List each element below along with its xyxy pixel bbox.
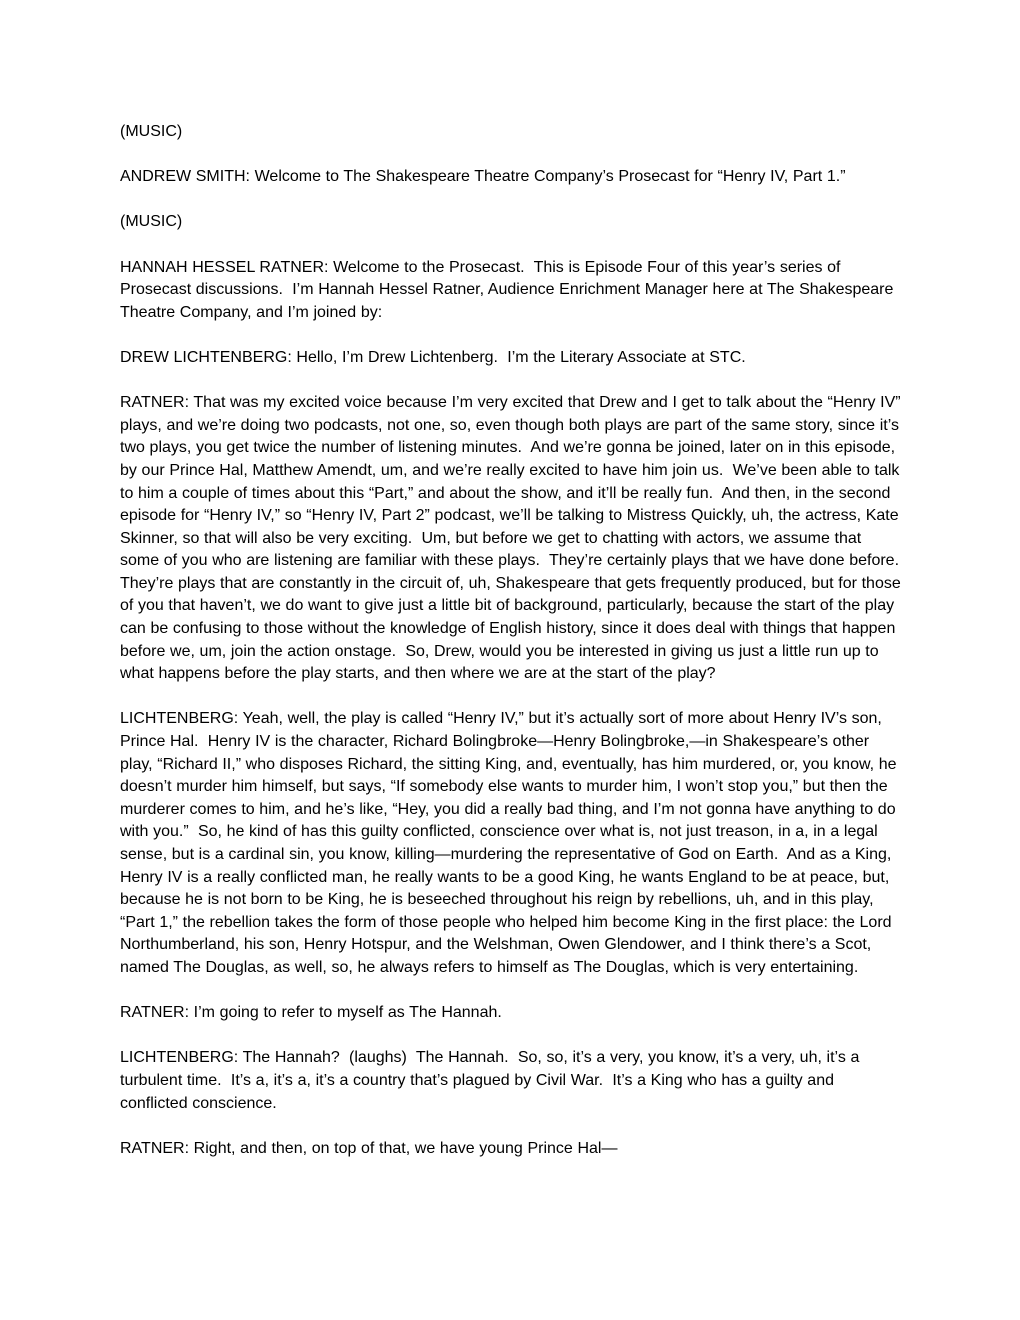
music-cue: (MUSIC) — [120, 123, 183, 140]
paragraph-lichtenberg-intro: DREW LICHTENBERG: Hello, I’m Drew Lichtenberg. I’m the Literary Associate at STC. — [120, 348, 746, 366]
paragraph-lichtenberg-background: LICHTENBERG: Yeah, well, the play is called “Henry IV,” but it’s actually sort of more about Henry IV’s son, Prince Hal. Henry IV is the character, Richard Bolingbroke—Henry Bolingbroke,—in Shakespeare’s other play, “Richard II,” who disposes Richard, the sitting King, and, eventually, has him murdered, or, you know, he doesn’t murder him himself, but says, “If somebody else wants to murder him, I won’t stop you,” but then the murderer comes to him, and he’s like, “Hey, you did a really bad thing, and I’m not gonna have anything to do with you.” So, he kind of has this guilty conflicted, conscience over what is, not just treason, in a, in a legal sense, but is a cardinal sin, you know, killing—murdering the representative of God on Earth. And as a King, Henry IV is a really conflicted man, he really wants to be a good King, he wants England to be at peace, but, because he is not born to be King, he is beseeched throughout his reign by rebellions, uh, and in this play, “Part 1,” the rebellion takes the form of those people who helped him become King in the first place: the Lord Northumberland, his son, Henry Hotspur, and the Welshman, Owen Glendower, and I think there’s a Scot, named The Douglas, as well, so, he always refers to himself as The Douglas, which is very entertaining. — [120, 710, 902, 976]
music-cue: (MUSIC) — [120, 213, 183, 231]
paragraph-andrew-smith-intro: ANDREW SMITH: Welcome to The Shakespeare Theatre Company’s Prosecast for “Henry IV, Part 1.” — [120, 168, 846, 186]
paragraph-ratner-overview: RATNER: That was my excited voice because I’m very excited that Drew and I get to talk about the “Henry IV” plays, and we’re doing two podcasts, not one, so, even though both plays are part of the same story, since it’s two plays, you get twice the number of listening minutes. And we’re gonna be joined, later on in this episode, by our Prince Hal, Matthew Amendt, um, and we’re really excited to have him join us. We’ve been able to talk to him a couple of times about this “Part,” and about the show, and it’ll be really fun. And then, in the second episode for “Henry IV,” so “Henry IV, Part 2” podcast, we’ll be talking to Mistress Quickly, uh, the actress, Kate Skinner, so that will also be very exciting. Um, but before we get to chatting with actors, we assume that some of you who are listening are familiar with these plays. They’re certainly plays that we have done before. They’re plays that are constantly in the circuit of, uh, Shakespeare that gets frequently produced, but for those of you that haven’t, we do want to give just a little bit of background, particularly, because the start of the play can be confusing to those without the knowledge of English history, since it does deal with things that happen before we, um, join the action onstage. So, Drew, would you be interested in giving us just a little run up to what happens before the play starts, and then where we are at the start of the play? — [120, 394, 909, 683]
paragraph-ratner-the-hannah: RATNER: I’m going to refer to myself as The Hannah. — [120, 1004, 502, 1022]
paragraph-ratner-intro: HANNAH HESSEL RATNER: Welcome to the Prosecast. This is Episode Four of this year’s series of Prosecast discussions. I’m Hannah Hessel Ratner, Audience Enrichment Manager here at The Shakespeare Theatre Company, and I’m joined by: — [120, 258, 898, 321]
paragraph-lichtenberg-turbulent: LICHTENBERG: The Hannah? (laughs) The Hannah. So, so, it’s a very, you know, it’s a very, uh, it’s a turbulent time. It’s a, it’s a, it’s a country that’s plagued by Civil War. It’s a King who has a guilty and conflicted conscience. — [120, 1049, 865, 1112]
paragraph-ratner-prince-hal: RATNER: Right, and then, on top of that, we have young Prince Hal— — [120, 1139, 618, 1157]
